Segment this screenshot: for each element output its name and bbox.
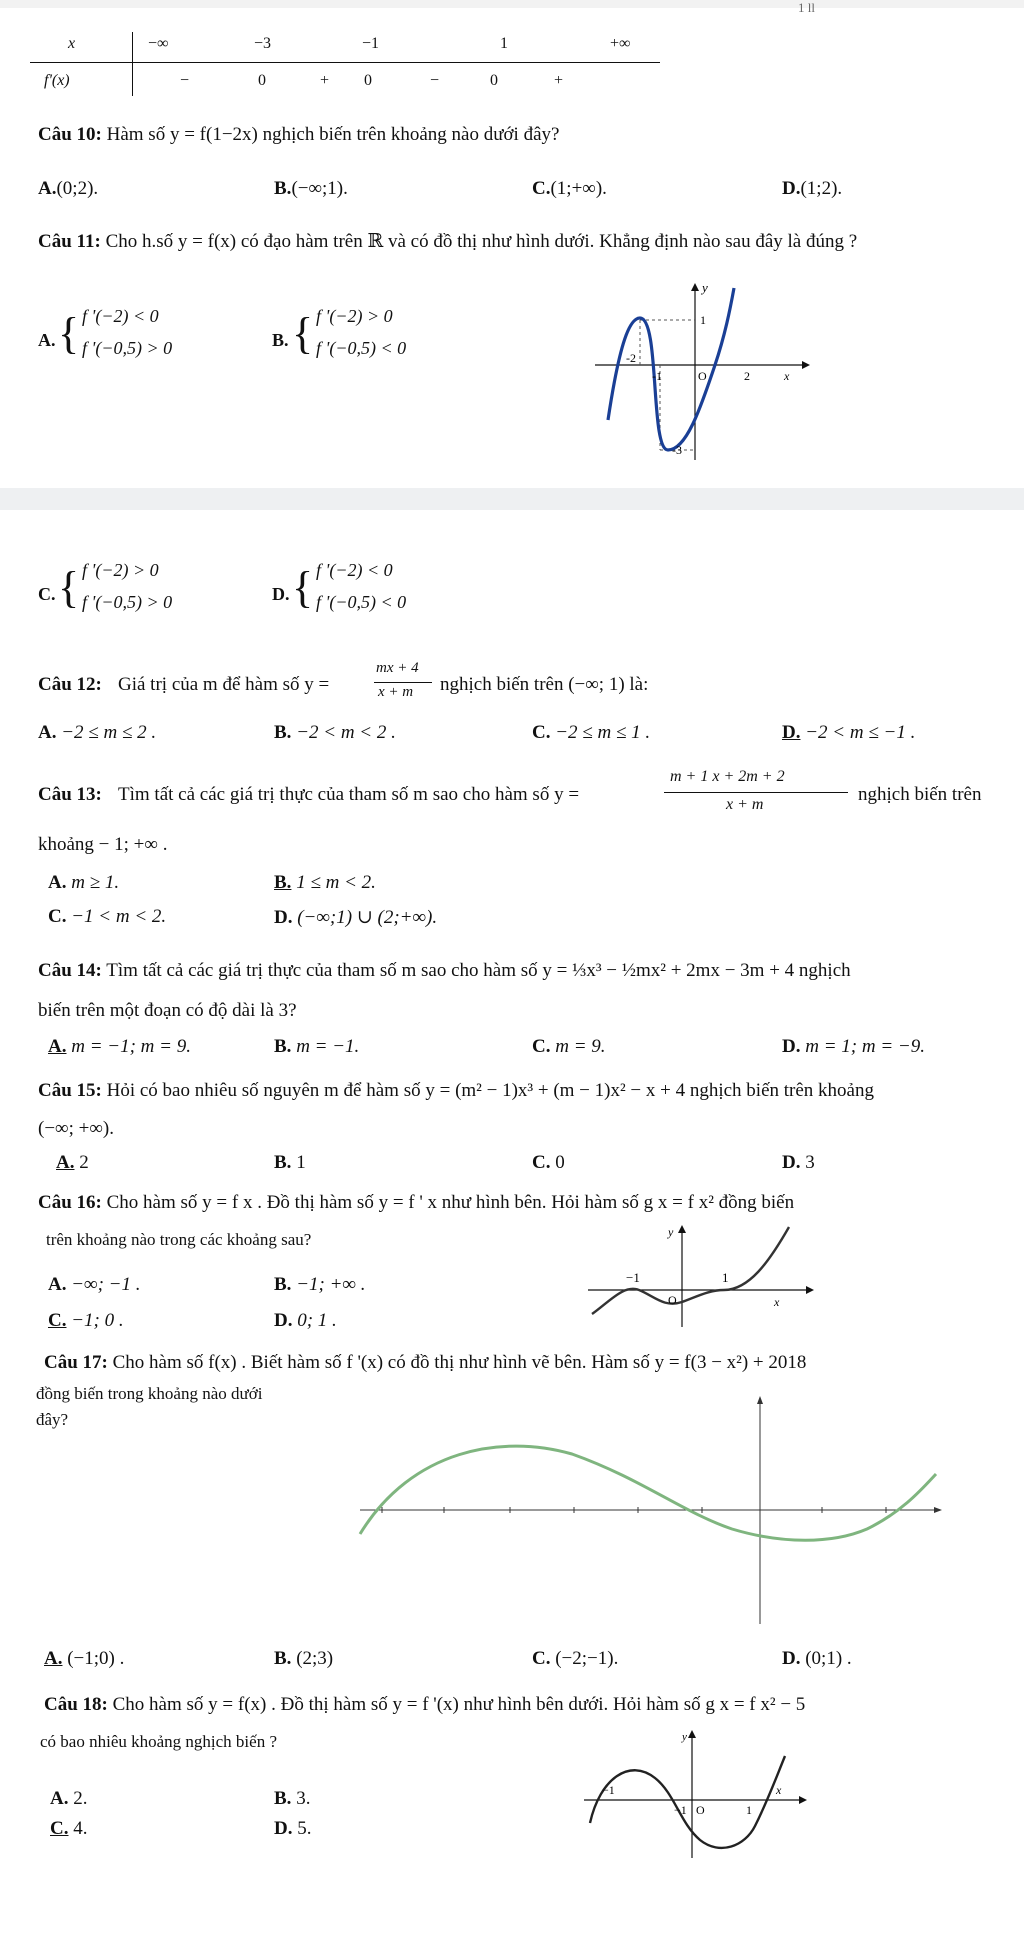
q13-stem-line2: khoảng − 1; +∞ . <box>38 834 168 855</box>
q17-number: Câu 17: <box>44 1352 108 1373</box>
q14-stem-line2: biến trên một đoạn có độ dài là 3? <box>38 1000 297 1021</box>
sign-table-sign-5: 0 <box>490 72 498 89</box>
sign-table-sign-2: + <box>320 72 330 89</box>
q13-option-d[interactable]: D. (−∞;1) ∪ (2;+∞). <box>274 907 438 928</box>
q18-stem-line2: có bao nhiêu khoảng nghịch biến ? <box>40 1732 277 1751</box>
sign-table-x-val-4: +∞ <box>610 35 631 52</box>
sign-table-sign-6: + <box>554 72 564 89</box>
q12-denominator: x + m <box>378 684 414 700</box>
q18-label-p1: 1 <box>746 1803 752 1817</box>
q14-option-b[interactable]: B. m = −1. <box>274 1036 360 1057</box>
sign-table-sign-1: 0 <box>258 72 266 89</box>
q18-option-d[interactable]: D. 5. <box>274 1818 312 1839</box>
top-strip <box>0 0 1024 8</box>
q10-option-a[interactable]: A.(0;2). <box>38 178 99 199</box>
q15-option-a[interactable]: A. 2 <box>56 1152 89 1173</box>
q18-label-n1a: −1 <box>602 1783 615 1797</box>
q14-stem: Câu 14: Tìm tất cả các giá trị thực của tham số m sao cho hàm số y = ⅓x³ − ½mx² + 2mx − 3m + 4 nghịch <box>38 960 851 981</box>
sign-table-x-val-3: 1 <box>500 35 508 52</box>
q17-stem: Câu 17: Cho hàm số f(x) . Biết hàm số f '(x) có đồ thị như hình vẽ bên. Hàm số y = f(3 − x²) + 2018 <box>44 1352 807 1373</box>
q16-label-o: O <box>668 1293 677 1307</box>
q18-label-y: y <box>682 1731 687 1743</box>
sign-table-sign-4: − <box>430 72 440 89</box>
q11-label-n1: -1 <box>652 369 662 383</box>
q12-number: Câu 12: <box>38 674 102 695</box>
q18-graph <box>580 1728 820 1878</box>
q15-stem: Câu 15: Hỏi có bao nhiêu số nguyên m để hàm số y = (m² − 1)x³ + (m − 1)x² − x + 4 nghịch biến trên khoảng <box>38 1080 874 1101</box>
q11-text: Cho h.số y = f(x) có đạo hàm trên ℝ và có đồ thị như hình dưới. Khẳng định nào sau đây là đúng ? <box>105 231 858 252</box>
q16-label-n1: −1 <box>626 1270 640 1285</box>
q11-label-o: O <box>698 369 707 383</box>
sign-table-sign-0: − <box>180 72 190 89</box>
sign-table <box>30 28 670 98</box>
q17-graph <box>352 1394 952 1626</box>
q16-number: Câu 16: <box>38 1192 102 1213</box>
q11-label-n2: -2 <box>626 351 636 365</box>
q11-graph <box>590 280 820 470</box>
q14-number: Câu 14: <box>38 960 102 981</box>
q16-option-b[interactable]: B. −1; +∞ . <box>274 1274 366 1295</box>
q13-option-c[interactable]: C. −1 < m < 2. <box>48 906 167 927</box>
q16-label-y: y <box>668 1225 674 1239</box>
q10-number: Câu 10: <box>38 124 102 145</box>
q13-option-a[interactable]: A. m ≥ 1. <box>48 872 120 893</box>
q16-option-d[interactable]: D. 0; 1 . <box>274 1310 337 1331</box>
q16-stem-line2: trên khoảng nào trong các khoảng sau? <box>46 1230 312 1249</box>
q12-option-d[interactable]: D. −2 < m ≤ −1 . <box>782 722 916 743</box>
q18-label-o: O <box>696 1803 705 1817</box>
sign-table-sign-3: 0 <box>364 72 372 89</box>
q10-text: Hàm số y = f(1−2x) nghịch biến trên khoảng nào dưới đây? <box>106 124 560 145</box>
q17-option-b[interactable]: B. (2;3) <box>274 1648 334 1669</box>
q10-option-d[interactable]: D.(1;2). <box>782 178 843 199</box>
q16-curve <box>592 1227 789 1314</box>
q12-option-c[interactable]: C. −2 ≤ m ≤ 1 . <box>532 722 651 743</box>
q18-label-n1b: −1 <box>674 1803 687 1817</box>
q11-number: Câu 11: <box>38 231 101 252</box>
q13-numerator: m + 1 x + 2m + 2 <box>670 768 785 785</box>
q10-option-b[interactable]: B.(−∞;1). <box>274 178 348 199</box>
q10-option-c[interactable]: C.(1;+∞). <box>532 178 607 199</box>
q17-option-d[interactable]: D. (0;1) . <box>782 1648 852 1669</box>
q11-stem <box>38 230 857 253</box>
q17-option-c[interactable]: C. (−2;−1). <box>532 1648 619 1669</box>
q18-number: Câu 18: <box>44 1694 108 1715</box>
q10-stem <box>38 124 559 146</box>
sign-table-x-label: x <box>68 35 76 52</box>
q17-stem-line2: đồng biến trong khoảng nào dưới <box>36 1384 263 1403</box>
sign-table-x-val-0: −∞ <box>148 35 169 52</box>
q12-option-a[interactable]: A. −2 ≤ m ≤ 2 . <box>38 722 157 743</box>
q11-curve <box>608 288 734 450</box>
q16-stem: Câu 16: Cho hàm số y = f x . Đồ thị hàm số y = f ' x như hình bên. Hỏi hàm số g x = f x² đồng biến <box>38 1192 795 1213</box>
corner-mark: 1 ll <box>798 0 815 15</box>
q13-option-b[interactable]: B. 1 ≤ m < 2. <box>274 872 376 893</box>
q16-option-c[interactable]: C. −1; 0 . <box>48 1310 124 1331</box>
q18-option-a[interactable]: A. 2. <box>50 1788 88 1809</box>
q13-number: Câu 13: <box>38 784 102 805</box>
q18-label-x: x <box>776 1783 782 1797</box>
photo-seam <box>0 488 1024 510</box>
q18-curve <box>590 1756 785 1848</box>
sign-table-x-val-2: −1 <box>362 35 380 52</box>
q15-option-d[interactable]: D. 3 <box>782 1152 815 1173</box>
q11-label-x: x <box>784 369 790 383</box>
q18-option-c[interactable]: C. 4. <box>50 1818 88 1839</box>
q14-option-c[interactable]: C. m = 9. <box>532 1036 606 1057</box>
q12-option-b[interactable]: B. −2 < m < 2 . <box>274 722 396 743</box>
q11-label-1: 1 <box>700 313 706 327</box>
q11-label-y: y <box>702 280 708 295</box>
q16-label-p1: 1 <box>722 1270 729 1285</box>
q17-curve <box>360 1446 936 1540</box>
q16-graph <box>584 1222 824 1332</box>
q17-option-a[interactable]: A. (−1;0) . <box>44 1648 125 1669</box>
q15-stem-line2: (−∞; +∞). <box>38 1118 114 1139</box>
q15-number: Câu 15: <box>38 1080 102 1101</box>
q11-label-2: 2 <box>744 369 750 383</box>
q12-numerator: mx + 4 <box>376 660 419 676</box>
sign-table-x-val-1: −3 <box>254 35 272 52</box>
q13-denominator: x + m <box>726 796 764 813</box>
q15-option-b[interactable]: B. 1 <box>274 1152 306 1173</box>
q18-option-b[interactable]: B. 3. <box>274 1788 311 1809</box>
q14-option-d[interactable]: D. m = 1; m = −9. <box>782 1036 925 1057</box>
q17-stem-line3: đây? <box>36 1410 69 1429</box>
sign-table-fprime-label: f'(x) <box>44 72 70 89</box>
q16-option-a[interactable]: A. −∞; −1 . <box>48 1274 141 1295</box>
q14-option-a[interactable]: A. m = −1; m = 9. <box>48 1036 191 1057</box>
q16-label-x: x <box>774 1295 780 1309</box>
q18-stem: Câu 18: Cho hàm số y = f(x) . Đồ thị hàm số y = f '(x) như hình bên dưới. Hỏi hàm số g x = f x² − 5 <box>44 1694 806 1715</box>
q11-label-m3: -3 <box>672 443 682 457</box>
q15-option-c[interactable]: C. 0 <box>532 1152 565 1173</box>
